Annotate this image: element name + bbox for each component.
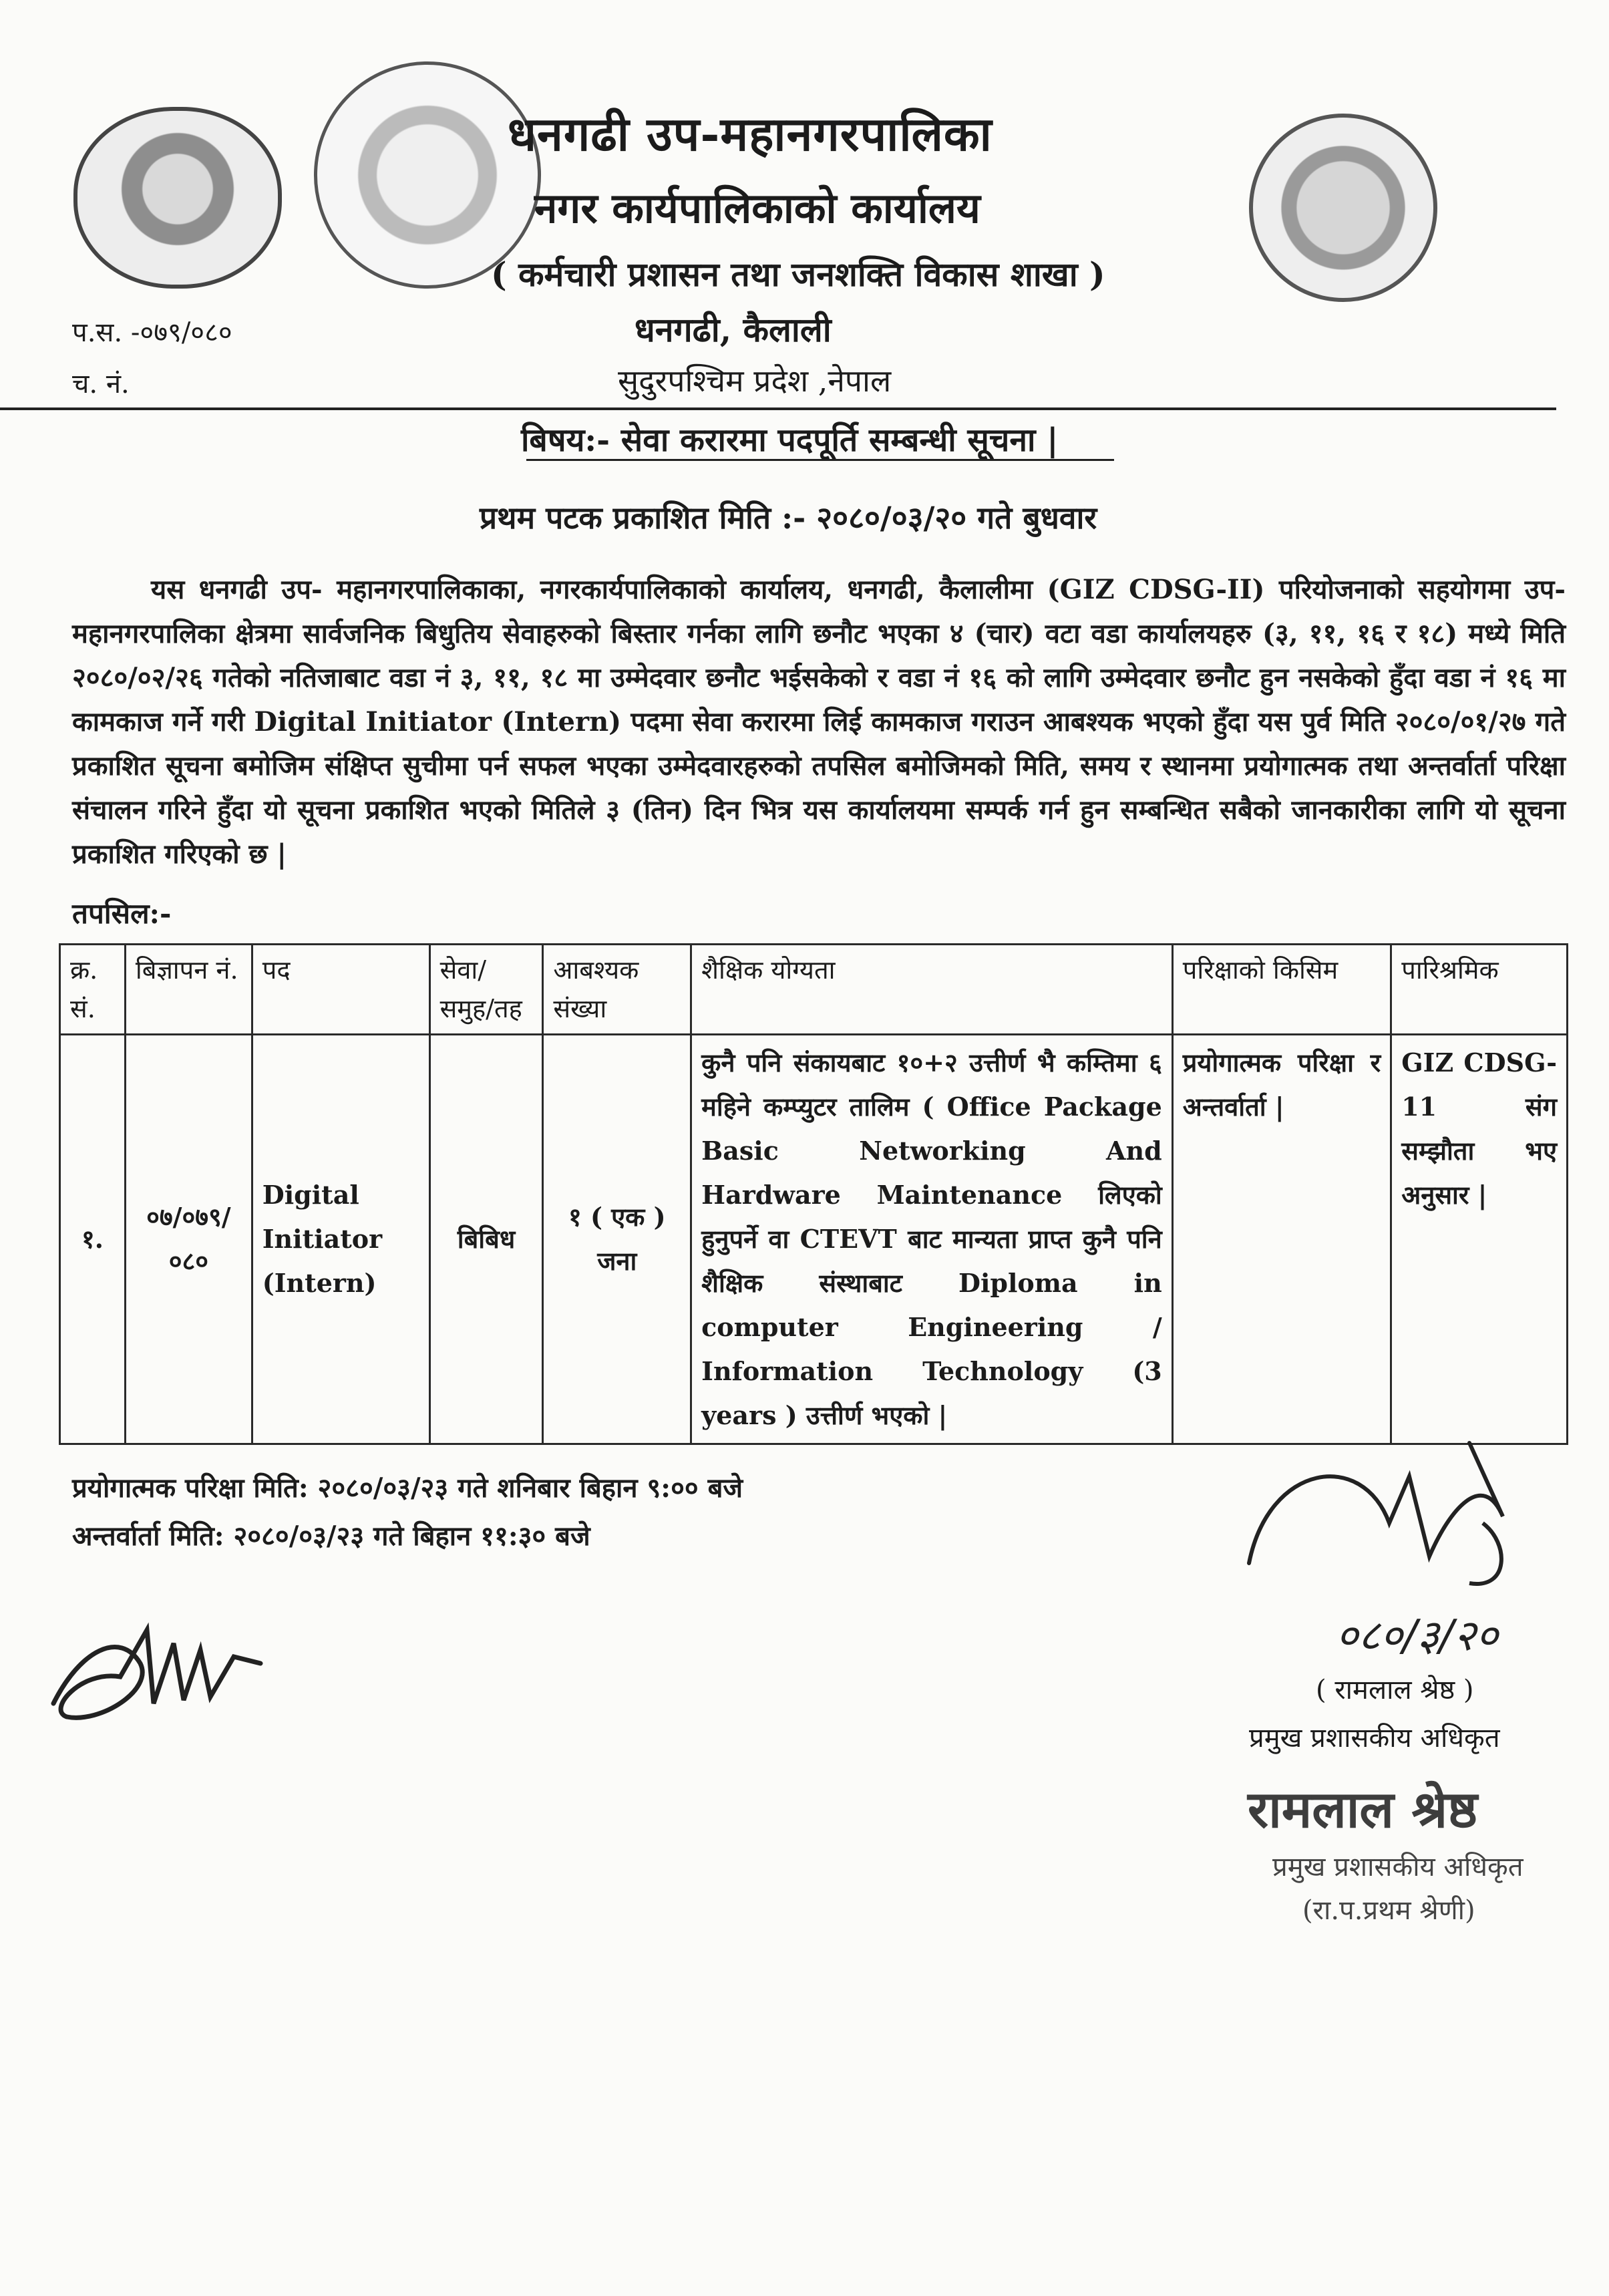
- required-count: १ ( एक ) जना: [543, 1035, 691, 1444]
- advertisement-number: ०७/०७९/ ०८०: [125, 1035, 252, 1444]
- column-header: सेवा/समुह/तह: [429, 945, 543, 1035]
- details-label: तपसिल:-: [72, 897, 172, 930]
- practical-exam-date: प्रयोगात्मक परिक्षा मिति: २०८०/०३/२३ गते शनिबार बिहान ९:०० बजे: [72, 1472, 743, 1504]
- dispatch-number: च. नं.: [72, 369, 130, 399]
- column-header: पारिश्रमिक: [1391, 945, 1568, 1035]
- province: सुदुरपश्चिम प्रदेश ,नेपाल: [618, 363, 892, 399]
- officer-signature: [1229, 1423, 1536, 1663]
- signatory-name: ( रामलाल श्रेष्ठ ): [1316, 1675, 1474, 1705]
- column-header: शैक्षिक योग्यता: [691, 945, 1173, 1035]
- column-header: क्र. सं.: [60, 945, 126, 1035]
- column-header: परिक्षाको किसिम: [1172, 945, 1391, 1035]
- initial-signature: [40, 1590, 281, 1764]
- notice-body: यस धनगढी उप- महानगरपालिकाका, नगरकार्यपालिकाको कार्यालय, धनगढी, कैलालीमा (GIZ CDSG-II) परियोजनाको सहयोगमा उप-महानगरपालिका क्षेत्रमा सार्वजनिक बिधुतिय सेवाहरुको बिस्तार गर्नका लागि छनौट भएका ४ (चार) वटा वडा कार्यालयहरु (३, ११, १६ र १८) मध्ये मिति २०८०/०२/२६ गतेको नतिजाबाट वडा नं ३, ११, १८ मा उम्मेदवार छनौट भईसकेको र वडा नं १६ को लागि उम्मेदवार छनौट हुन नसकेको हुँदा वडा नं १६ मा कामकाज गर्ने गरी Digital Initiator (Intern) पदमा सेवा करारमा लिई कामकाज गराउन आबश्यक भएको हुँदा यस पुर्व मिति २०८०/०१/२७ गते प्रकाशित सूचना बमोजिम संक्षिप्त सुचीमा पर्न सफल भएका उम्मेदवारहरुको तपसिल बमोजिमको मिति, समय र स्थानमा प्रयोगात्मक तथा अन्तर्वार्ता परिक्षा संचालन गरिने हुँदा यो सूचना प्रकाशित भएको मितिले ३ (तिन) दिन भित्र यस कार्यालयमा सम्पर्क गर्न हुन सम्बन्धित सबैको जानकारीका लागि यो सूचना प्रकाशित गरिएको छ |: [72, 574, 1566, 870]
- remuneration: GIZ CDSG-11 संग सम्झौता भए अनुसार |: [1391, 1035, 1568, 1444]
- table-header-row: [60, 945, 1568, 1035]
- municipality-logo: [1249, 114, 1437, 302]
- post-title: Digital Initiator (Intern): [252, 1035, 429, 1444]
- organization-name: धनगढी उप-महानगरपालिका: [508, 106, 993, 162]
- office-name: नगर कार्यपालिकाको कार्यालय: [534, 184, 980, 232]
- signatory-designation: प्रमुख प्रशासकीय अधिकृत: [1249, 1723, 1500, 1754]
- location: धनगढी, कैलाली: [635, 310, 832, 349]
- interview-date: अन्तर्वार्ता मिति: २०८०/०३/२३ गते बिहान ११:३० बजे: [72, 1520, 590, 1552]
- column-header: आबश्यक संख्या: [543, 945, 691, 1035]
- exam-type: प्रयोगात्मक परिक्षा र अन्तर्वार्ता |: [1172, 1035, 1391, 1444]
- header-divider: [0, 407, 1556, 410]
- service-group: बिबिध: [429, 1035, 543, 1444]
- serial-number: १.: [60, 1035, 126, 1444]
- fiscal-reference: प.स. -०७९/०८०: [72, 317, 232, 348]
- column-header: बिज्ञापन नं.: [125, 945, 252, 1035]
- publication-date: प्रथम पटक प्रकाशित मिति :- २०८०/०३/२० गते बुधवार: [480, 500, 1097, 536]
- handwritten-date: ०८०/३/२०: [1336, 1611, 1498, 1661]
- vacancy-table: [59, 943, 1568, 1445]
- table-row: [60, 1035, 1568, 1444]
- column-header: पद: [252, 945, 429, 1035]
- section-name: ( कर्मचारी प्रशासन तथा जनशक्ति विकास शाखा ): [491, 255, 1105, 294]
- official-stamp-class: (रा.प.प्रथम श्रेणी): [1302, 1895, 1475, 1926]
- official-stamp-designation: प्रमुख प्रशासकीय अधिकृत: [1272, 1852, 1524, 1882]
- qualification: कुनै पनि संकायबाट १०+२ उत्तीर्ण भै कम्तिमा ६ महिने कम्प्युटर तालिम ( Office Package Basic Networking And Hardware Maintenance लिएको हुनुपर्ने वा CTEVT बाट मान्यता प्राप्त कुनै पनि शैक्षिक संस्थाबाट Diploma in computer Engineering / Information Technology (3 years ) उत्तीर्ण भएको |: [691, 1035, 1173, 1444]
- subject-underline: [526, 459, 1114, 461]
- nepal-government-emblem: [73, 107, 282, 289]
- subject-line: बिषय:- सेवा करारमा पदपूर्ति सम्बन्धी सूचना |: [521, 422, 1059, 459]
- official-stamp-name: रामलाल श्रेष्ठ: [1248, 1780, 1477, 1839]
